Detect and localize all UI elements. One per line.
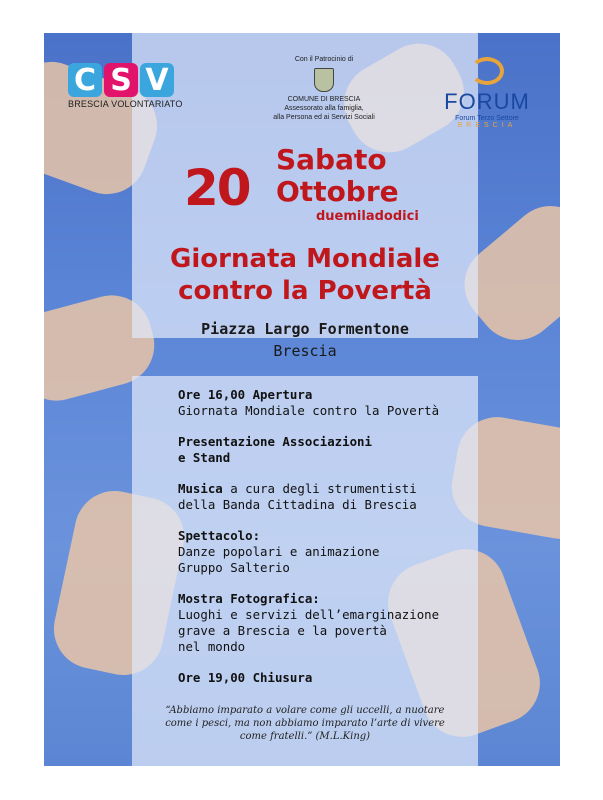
municipal-crest-icon (314, 68, 334, 92)
event-venue: Piazza Largo Formentone (201, 320, 409, 338)
music-line-1 (178, 481, 478, 497)
forum-title: FORUM (444, 89, 530, 114)
exhibit-text-2: grave a Brescia e la povertà (178, 623, 387, 638)
show-text-1: Danze popolari e animazione (178, 544, 380, 559)
music-label: Musica (178, 481, 223, 496)
poster-background (44, 33, 560, 766)
opening-item (178, 387, 478, 419)
event-title (132, 243, 478, 307)
show-label: Spettacolo: (178, 528, 261, 543)
weekday: Sabato (276, 143, 387, 176)
csv-logo (68, 63, 188, 109)
quote-line-2: come i pesci, ma non abbiamo imparato l’arte di vivere (165, 718, 445, 729)
year-words: duemiladodici (316, 209, 419, 224)
opening-text: Giornata Mondiale contro la Povertà (178, 403, 440, 418)
office-line-1: Assessorato alla famiglia, (284, 105, 364, 112)
quote (142, 704, 468, 743)
exhibit-label: Mostra Fotografica: (178, 591, 320, 606)
exhibit-text-3: nel mondo (178, 639, 246, 654)
day-number: 20 (184, 159, 250, 217)
show-text-2: Gruppo Salterio (178, 560, 290, 575)
quote-line-1: “Abbiamo imparato a volare come gli uccelli, a nuotare (165, 705, 445, 716)
quote-line-3: come fratelli.” (M.L.King) (239, 731, 371, 742)
music-text-2: della Banda Cittadina di Brescia (178, 497, 417, 512)
opening-label: Ore 16,00 Apertura (178, 387, 313, 402)
presentation-line-2: e Stand (178, 450, 231, 465)
csv-letter-v: V (140, 63, 174, 97)
exhibit-text-1: Luoghi e servizi dell’emarginazione (178, 607, 440, 622)
presentation-item (178, 434, 478, 466)
forum-subtitle: Forum Terzo Settore (455, 115, 519, 122)
date-block (184, 143, 424, 233)
closing-label: Ore 19,00 Chiusura (178, 670, 313, 685)
music-item (178, 481, 478, 513)
music-text-1: a cura degli strumentisti (222, 481, 417, 496)
csv-letter-c: C (68, 63, 102, 97)
patronage-intro: Con il Patrocinio di (294, 56, 354, 63)
csv-letters (68, 63, 188, 97)
forum-city: BRESCIA (457, 122, 517, 129)
forum-swirl-icon (470, 57, 504, 85)
program-schedule (178, 387, 478, 701)
exhibit-item (178, 591, 478, 655)
event-title-line-1: Giornata Mondiale (170, 244, 440, 274)
event-city: Brescia (273, 342, 337, 360)
show-item (178, 528, 478, 576)
event-title-line-2: contro la Povertà (178, 276, 432, 306)
patronage-block (244, 55, 404, 122)
month: Ottobre (276, 175, 399, 208)
csv-subtitle: BRESCIA VOLONTARIATO (68, 99, 183, 109)
csv-letter-s: S (104, 63, 138, 97)
municipality-name: COMUNE DI BRESCIA (287, 96, 361, 103)
forum-logo (432, 57, 542, 129)
presentation-line-1: Presentazione Associazioni (178, 434, 372, 449)
office-line-2: alla Persona ed ai Servizi Sociali (273, 114, 375, 121)
